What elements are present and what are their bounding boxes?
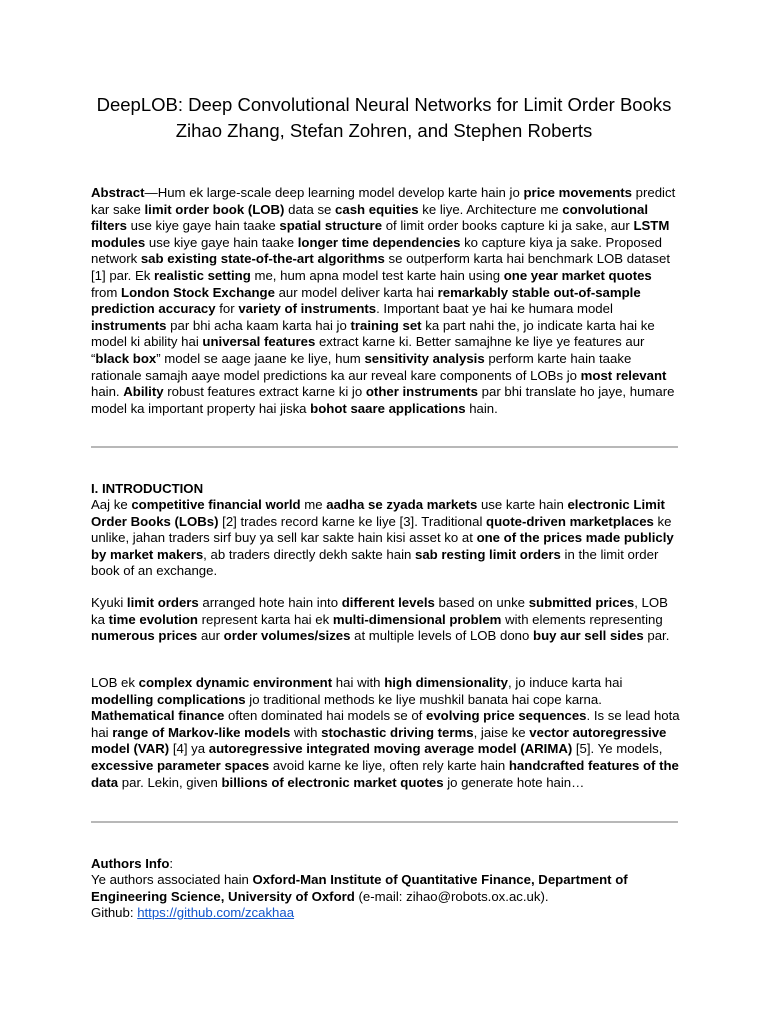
section-divider — [91, 446, 678, 448]
text-run: aur — [197, 628, 224, 644]
text-run: ko capture kiya ja sake. Proposed network — [91, 234, 663, 267]
bold-text-run: variety of instruments — [238, 301, 377, 317]
text-run: par bhi translate ho jaye, humare model ka important property hai jiska — [91, 384, 675, 416]
text-run: jo generate hote hain… — [443, 774, 585, 790]
bold-text-run: limit order book (LOB) — [144, 201, 285, 217]
text-run: se outperform karta hai benchmark LOB dataset [1] par. Ek — [91, 251, 671, 283]
text-run: Aaj ke — [91, 497, 132, 512]
introduction-paragraph-3 — [91, 675, 681, 791]
bold-text-run: complex dynamic environment — [138, 675, 333, 690]
bold-text-run: sab existing state-of-the-art algorithms — [140, 251, 385, 267]
text-run: arranged hote hain into — [198, 595, 342, 610]
bold-text-run: vector autoregressive model (VAR) — [91, 724, 667, 757]
bold-text-run: multi-dimensional problem — [332, 611, 502, 627]
text-run: use kiye gaye hain taake — [126, 218, 280, 234]
text-run: par. Lekin, given — [118, 774, 222, 790]
bold-text-run: convolutional filters — [91, 201, 648, 234]
bold-text-run: sab resting limit orders — [415, 546, 561, 562]
text-run: ke liye. Architecture me — [418, 201, 563, 217]
abstract-paragraph — [91, 185, 681, 417]
authors-info-paragraph — [91, 872, 681, 905]
text-run: —Hum ek large-scale deep learning model develop karte hain jo — [144, 185, 524, 200]
bold-text-run: autoregressive integrated moving average model (ARIMA) — [208, 741, 573, 757]
bold-text-run: black box — [95, 350, 157, 366]
text-run: predict kar sake — [91, 185, 676, 217]
bold-text-run: spatial structure — [279, 218, 383, 234]
bold-text-run: competitive financial world — [131, 497, 301, 512]
bold-text-run: numerous prices — [91, 628, 198, 644]
text-run: LOB ek — [91, 675, 139, 690]
text-run: aur model deliver karta hai — [274, 284, 438, 300]
bold-text-run: price movements — [523, 185, 632, 200]
bold-text-run: evolving price sequences — [426, 708, 587, 724]
bold-text-run: remarkably stable out-of-sample prediction accuracy — [91, 284, 641, 317]
bold-text-run: stochastic driving terms — [321, 724, 474, 740]
bold-text-run: Mathematical finance — [91, 708, 225, 724]
text-run: Kyuki — [91, 595, 127, 610]
bold-text-run: electronic Limit Order Books (LOBs) — [91, 497, 665, 529]
text-run: Ye authors associated hain — [91, 872, 253, 887]
github-line — [91, 905, 681, 922]
text-run: jo traditional methods ke liye mushkil banata hai cope karna. — [245, 691, 602, 707]
bold-text-run: time evolution — [108, 611, 198, 627]
text-run: ka part nahi the, jo indicate karta hai ke model ki ability hai — [91, 317, 655, 350]
text-run: for — [215, 301, 239, 317]
bold-text-run: realistic setting — [154, 267, 251, 283]
bold-text-run: instruments — [91, 317, 167, 333]
bold-text-run: high dimensionality — [384, 675, 509, 690]
introduction-heading: I. INTRODUCTION — [91, 481, 204, 496]
bold-text-run: limit orders — [126, 595, 199, 610]
text-run: ” model se aage jaane ke liye, hum — [156, 350, 365, 366]
text-run: par bhi acha kaam karta hai jo — [166, 317, 351, 333]
text-run: represent karta hai ek — [197, 611, 333, 627]
text-run: me, hum apna model test karte hain using — [250, 267, 504, 283]
text-run: with elements representing — [501, 611, 663, 627]
bold-text-run: Abstract — [91, 185, 145, 200]
text-run: often dominated hai models se of — [224, 708, 426, 724]
text-run: [4] ya — [169, 741, 209, 757]
bold-text-run: most relevant — [580, 367, 667, 383]
bold-text-run: cash equities — [335, 201, 419, 217]
bold-text-run: billions of electronic market quotes — [221, 774, 444, 790]
bold-text-run: range of Markov-like models — [112, 724, 291, 740]
text-run: hain. — [91, 384, 124, 400]
bold-text-run: aadha se zyada markets — [326, 497, 478, 512]
text-run: use karte hain — [477, 497, 568, 512]
title-block — [0, 92, 768, 144]
bold-text-run: universal features — [202, 334, 316, 350]
text-run: , jaise ke — [473, 724, 530, 740]
bold-text-run: quote-driven marketplaces — [486, 513, 654, 529]
text-run: , ab traders directly dekh sakte hain — [203, 546, 416, 562]
text-run: use kiye gaye hain taake — [145, 234, 298, 250]
text-run: hai with — [332, 675, 385, 690]
introduction-paragraph-1 — [91, 497, 681, 580]
bold-text-run: London Stock Exchange — [121, 284, 275, 300]
bold-text-run: one year market quotes — [503, 267, 652, 283]
text-run: (e-mail: zihao@robots.ox.ac.uk). — [354, 888, 549, 904]
text-run: perform karte hain taake rationale samajh aaye model predictions ka aur reveal kare components of LOBs jo — [91, 350, 632, 383]
paper-authors: Zihao Zhang, Stefan Zohren, and Stephen Roberts — [175, 120, 593, 141]
bold-text-run: modelling complications — [91, 691, 246, 707]
bold-text-run: Oxford-Man Institute of Quantitative Finance, Department of Engineering Science, University of Oxford — [91, 872, 628, 904]
bold-text-run: submitted prices — [528, 595, 635, 610]
text-run: robust features extract karne ki jo — [163, 384, 366, 400]
text-run: in the limit order book of an exchange. — [91, 546, 659, 579]
bold-text-run: sensitivity analysis — [364, 350, 485, 366]
text-run: , LOB ka — [91, 595, 668, 627]
bold-text-run: one of the prices made publicly by market makers — [91, 530, 674, 562]
bold-text-run: different levels — [341, 595, 435, 610]
text-run: . Is se lead hota hai — [91, 708, 680, 740]
bold-text-run: longer time dependencies — [297, 234, 461, 250]
bold-text-run: other instruments — [365, 384, 478, 400]
bold-text-run: excessive parameter spaces — [91, 757, 270, 773]
text-run: par. — [643, 628, 670, 644]
text-run: at multiple levels of LOB dono — [350, 628, 534, 644]
bold-text-run: order volumes/sizes — [223, 628, 351, 644]
introduction-paragraph-2 — [91, 595, 681, 645]
bold-text-run: buy aur sell sides — [533, 628, 644, 644]
text-run: data se — [284, 201, 336, 217]
text-run: [5]. Ye models, — [572, 741, 663, 757]
text-run: [2] trades record karne ke liye [3]. Traditional — [218, 513, 487, 529]
text-run: extract karne ki. Better samajhne ke liye ye features aur “ — [91, 334, 645, 366]
text-run: of limit order books capture ki ja sake, aur — [382, 218, 634, 234]
text-run: hain. — [465, 400, 498, 416]
text-run: , jo induce karta hai — [508, 675, 623, 690]
github-link[interactable]: https://github.com/zcakhaa — [137, 905, 295, 920]
paper-title: DeepLOB: Deep Convolutional Neural Networks for Limit Order Books — [96, 94, 672, 115]
bold-text-run: Ability — [123, 384, 164, 400]
github-label: Github: — [91, 905, 138, 920]
section-divider — [91, 821, 678, 823]
authors-info-heading: Authors Info: — [91, 856, 174, 871]
text-run: ke unlike, jahan traders sirf buy ya sell kar sakte hain kisi asset ko at — [91, 513, 672, 546]
text-run: with — [290, 724, 322, 740]
text-run: . Important baat ye hai ke humara model — [376, 301, 613, 317]
text-run: based on unke — [434, 595, 529, 610]
bold-text-run: bohot saare applications — [310, 400, 466, 416]
bold-text-run: handcrafted features of the data — [91, 757, 679, 790]
text-run: from — [91, 284, 122, 300]
text-run: me — [300, 497, 327, 512]
bold-text-run: LSTM modules — [91, 218, 670, 250]
bold-text-run: training set — [350, 317, 422, 333]
text-run: avoid karne ke liye, often rely karte hain — [269, 757, 509, 773]
